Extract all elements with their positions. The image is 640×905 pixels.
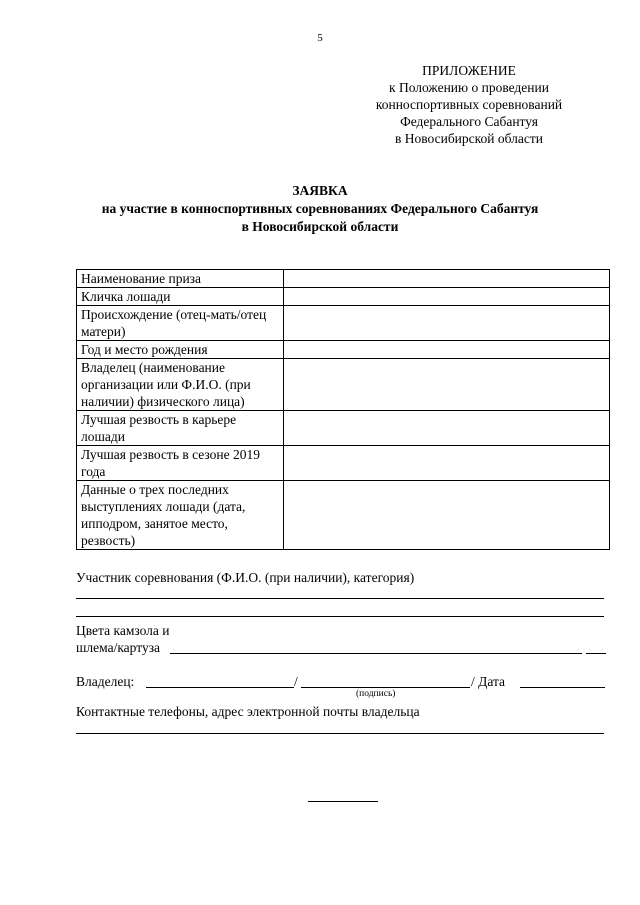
table-row [77, 306, 610, 341]
owner-label: Владелец: [76, 674, 135, 689]
table-row [77, 359, 610, 411]
contacts-input-line[interactable] [76, 733, 604, 734]
row-label: Владелец (наименование организации или Ф.И.О. (при наличии) физического лица) [77, 359, 284, 411]
application-form-table [76, 269, 610, 550]
contacts-label: Контактные телефоны, адрес электронной почты владельца [76, 704, 420, 719]
table-row [77, 288, 610, 306]
participant-label: Участник соревнования (Ф.И.О. (при наличии), категория) [76, 570, 415, 585]
colors-label-line2: шлема/картуза [76, 640, 161, 655]
appendix-line: ПРИЛОЖЕНИЕ [422, 63, 516, 78]
row-label: Происхождение (отец-мать/отец матери) [77, 306, 284, 341]
appendix-line: к Положению о проведении [389, 80, 549, 95]
page-number: 5 [317, 32, 323, 44]
colors-input-line-tail[interactable] [586, 653, 606, 654]
participant-line-1[interactable] [76, 598, 604, 599]
title-subheading: на участие в конноспортивных соревнованиях Федерального Сабантуя [101, 201, 539, 216]
end-divider [308, 801, 378, 802]
owner-date-line[interactable] [520, 687, 605, 688]
title-heading: ЗАЯВКА [292, 183, 348, 198]
row-label: Наименование приза [77, 270, 284, 288]
row-label: Данные о трех последних выступлениях лошади (дата, ипподром, занятое место, резвость) [77, 481, 284, 550]
row-value-field[interactable] [284, 359, 610, 411]
row-label: Лучшая резвость в сезоне 2019 года [77, 446, 284, 481]
row-value-field[interactable] [284, 270, 610, 288]
appendix-line: конноспортивных соревнований [375, 97, 563, 112]
colors-label-line1: Цвета камзола и [76, 623, 170, 638]
table-row [77, 341, 610, 359]
appendix-line: Федерального Сабантуя [400, 114, 538, 129]
owner-name-line[interactable] [146, 687, 294, 688]
row-label: Год и место рождения [77, 341, 284, 359]
row-value-field[interactable] [284, 411, 610, 446]
appendix-line: в Новосибирской области [394, 131, 544, 146]
row-value-field[interactable] [284, 446, 610, 481]
row-label: Лучшая резвость в карьере лошади [77, 411, 284, 446]
appendix-block [354, 62, 584, 147]
row-value-field[interactable] [284, 306, 610, 341]
owner-separator: / [294, 674, 298, 689]
row-value-field[interactable] [284, 341, 610, 359]
participant-line-2[interactable] [76, 616, 604, 617]
document-title [0, 182, 640, 236]
title-subheading: в Новосибирской области [241, 219, 399, 234]
table-row [77, 446, 610, 481]
colors-input-line[interactable] [170, 653, 582, 654]
row-value-field[interactable] [284, 481, 610, 550]
table-row [77, 481, 610, 550]
table-row [77, 411, 610, 446]
row-value-field[interactable] [284, 288, 610, 306]
row-label: Кличка лошади [77, 288, 284, 306]
signature-caption: (подпись) [356, 689, 396, 699]
owner-signature-line[interactable] [301, 687, 470, 688]
owner-date-label: / Дата [471, 674, 506, 689]
table-row [77, 270, 610, 288]
